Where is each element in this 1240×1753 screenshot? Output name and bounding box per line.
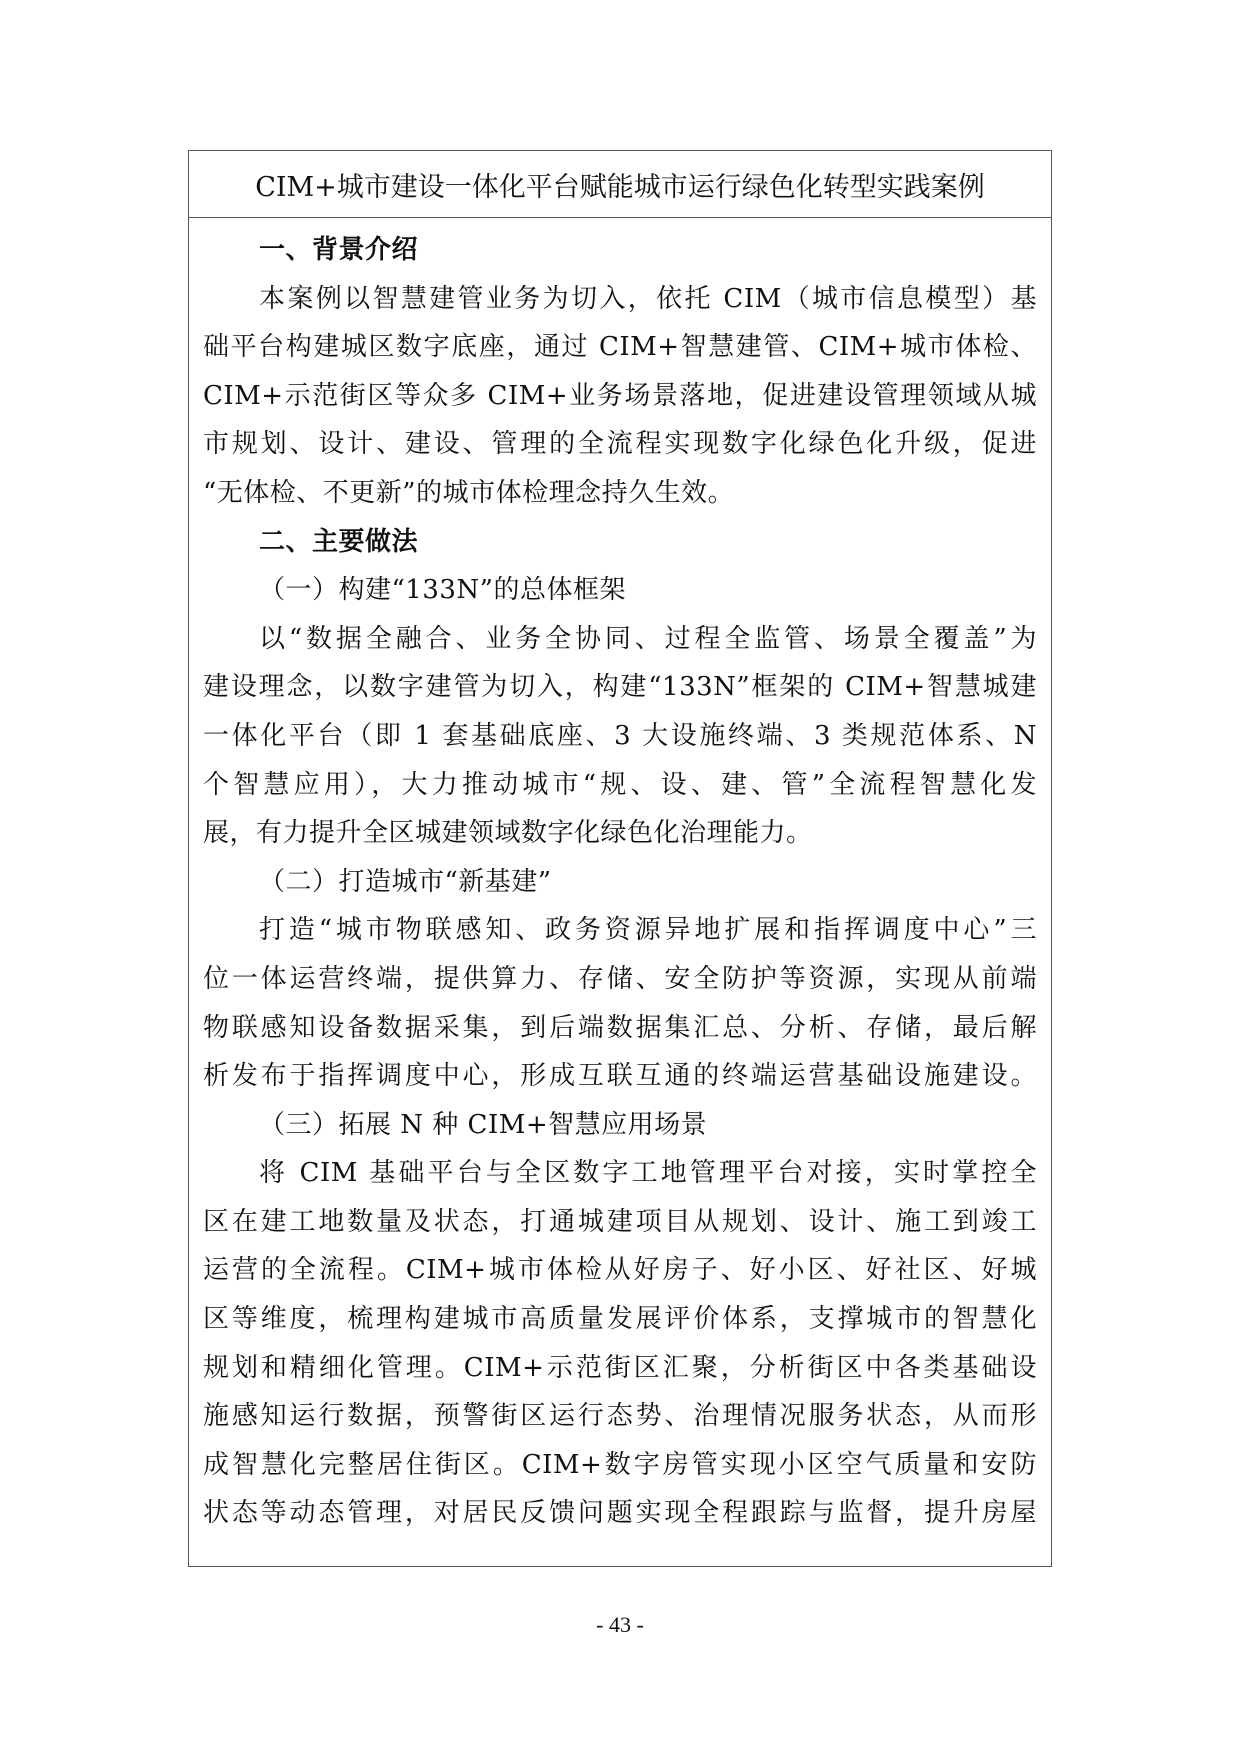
body-line: 区等维度，梳理构建城市高质量发展评价体系，支撑城市的智慧化: [203, 1304, 1037, 1335]
body-line: 析发布于指挥调度中心，形成互联互通的终端运营基础设施建设。: [203, 1061, 1037, 1092]
paragraph-first-line: 将 CIM 基础平台与全区数字工地管理平台对接，实时掌控全: [259, 1158, 1037, 1189]
body-line: 状态等动态管理，对居民反馈问题实现全程跟踪与监督，提升房屋: [203, 1498, 1037, 1529]
paragraph-last-line: 展，有力提升全区城建领域数字化绿色化治理能力。: [203, 818, 813, 849]
body-line: 规划和精细化管理。CIM+示范街区汇聚，分析街区中各类基础设: [203, 1352, 1037, 1383]
paragraph-first-line: 本案例以智慧建管业务为切入，依托 CIM（城市信息模型）基: [259, 283, 1037, 314]
section-heading: 一、背景介绍: [259, 235, 419, 265]
body-line: 一体化平台（即 1 套基础底座、3 大设施终端、3 类规范体系、N: [203, 720, 1037, 751]
section-heading: 二、主要做法: [259, 526, 419, 557]
body-line: CIM+示范街区等众多 CIM+业务场景落地，促进建设管理领域从城: [203, 380, 1037, 411]
subsection-heading: （三）拓展 N 种 CIM+智慧应用场景: [259, 1109, 708, 1140]
subsection-heading: （一）构建“133N”的总体框架: [259, 575, 626, 606]
body-line: 区在建工地数量及状态，打通城建项目从规划、设计、施工到竣工: [203, 1206, 1037, 1237]
page-number: - 43 -: [596, 1612, 644, 1637]
document-body: [189, 218, 1051, 1538]
document-title: CIM+城市建设一体化平台赋能城市运行绿色化转型实践案例: [189, 151, 1051, 218]
body-line: 位一体运营终端，提供算力、存储、安全防护等资源，实现从前端: [203, 963, 1037, 994]
body-line: 运营的全流程。CIM+城市体检从好房子、好小区、好社区、好城: [203, 1255, 1037, 1286]
paragraph-first-line: 打造“城市物联感知、政务资源异地扩展和指挥调度中心”三: [259, 915, 1037, 946]
subsection-heading: （二）打造城市“新基建”: [259, 866, 552, 897]
body-line: 市规划、设计、建设、管理的全流程实现数字化绿色化升级，促进: [203, 429, 1037, 460]
body-line: 成智慧化完整居住街区。CIM+数字房管实现小区空气质量和安防: [203, 1449, 1037, 1480]
body-line: 物联感知设备数据采集，到后端数据集汇总、分析、存储，最后解: [203, 1012, 1037, 1043]
body-line: 个智慧应用），大力推动城市“规、设、建、管”全流程智慧化发: [203, 769, 1037, 800]
body-line: 建设理念，以数字建管为切入，构建“133N”框架的 CIM+智慧城建: [203, 672, 1037, 703]
paragraph-last-line: “无体检、不更新”的城市体检理念持久生效。: [203, 477, 735, 508]
body-line: 础平台构建城区数字底座，通过 CIM+智慧建管、CIM+城市体检、: [203, 332, 1037, 363]
body-line: 施感知运行数据，预警街区运行态势、治理情况服务状态，从而形: [203, 1401, 1037, 1432]
case-table: [188, 150, 1052, 1567]
paragraph-first-line: 以“数据全融合、业务全协同、过程全监管、场景全覆盖”为: [259, 623, 1037, 654]
